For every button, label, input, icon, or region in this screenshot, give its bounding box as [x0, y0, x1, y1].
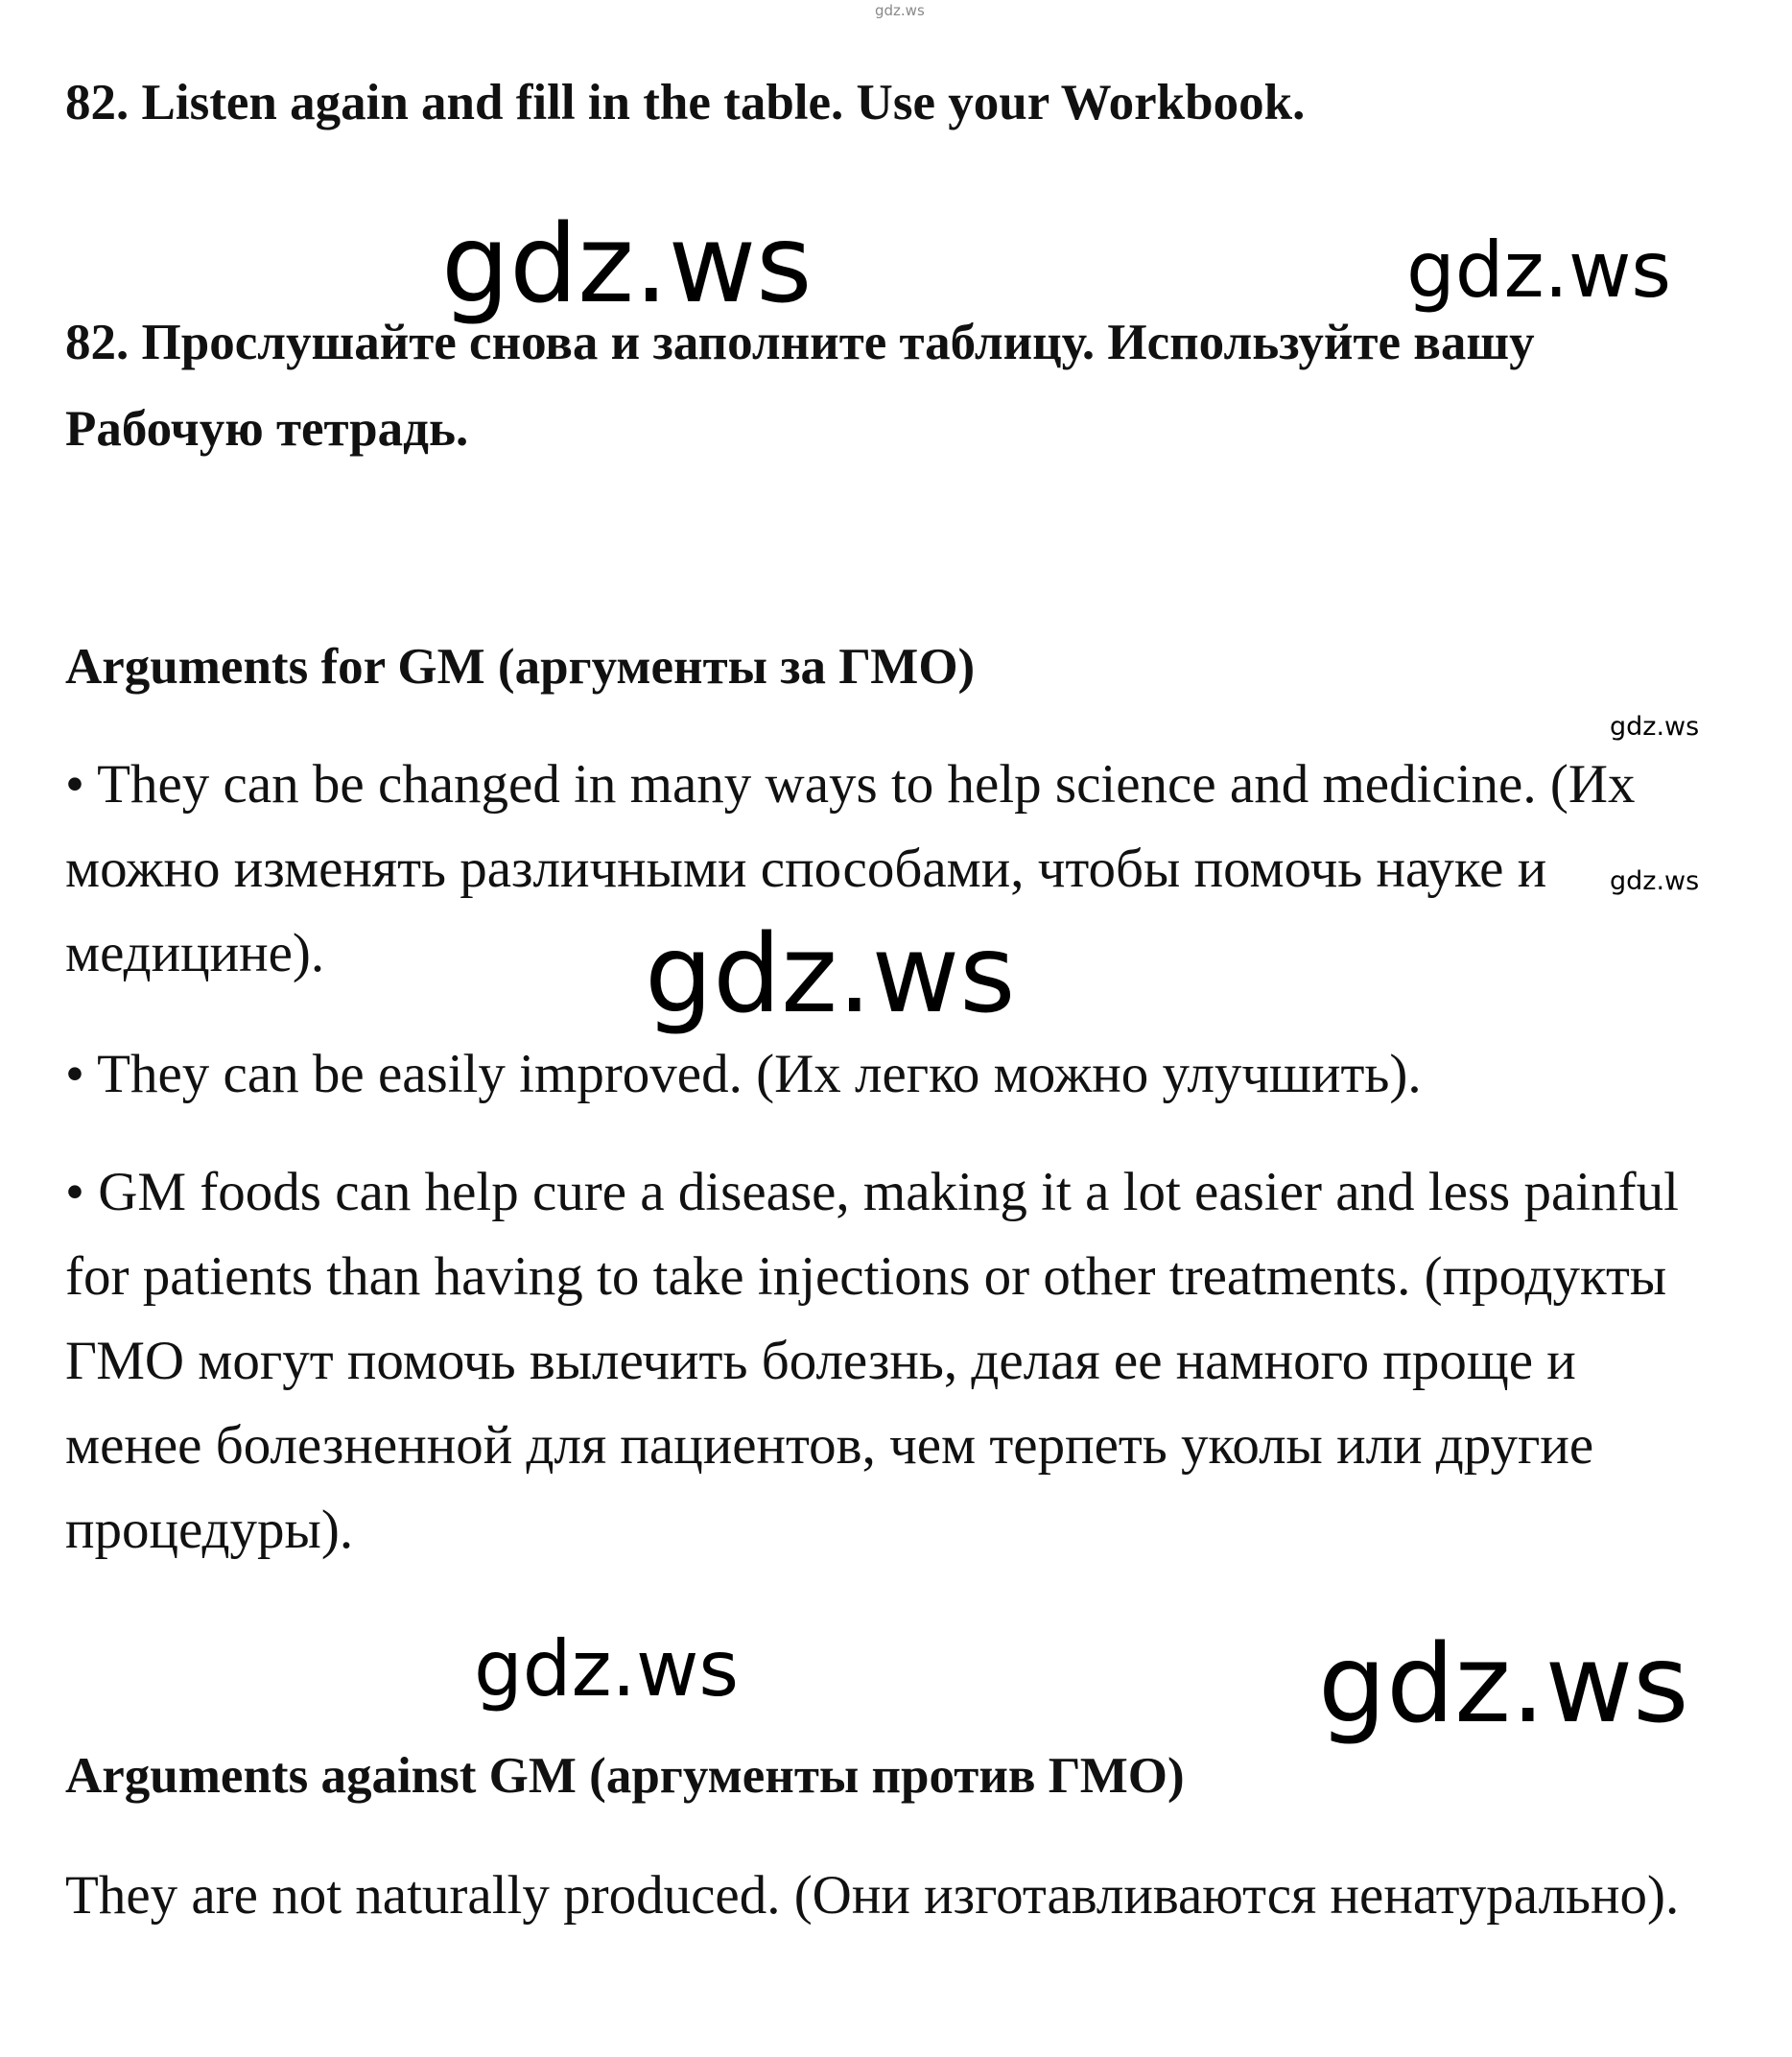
watermark-large: gdz.ws: [441, 202, 813, 327]
arguments-against-heading: Arguments against GM (аргументы против ГМО): [65, 1748, 1185, 1804]
watermark-small: gdz.ws: [1610, 866, 1700, 896]
argument-against-item: They are not naturally produced. (Они изготавливаются ненатурально).: [65, 1865, 1680, 1926]
watermark-top: gdz.ws: [875, 2, 925, 19]
watermark-large: gdz.ws: [645, 912, 1016, 1037]
task-title-english: 82. Listen again and fill in the table. Use your Workbook.: [65, 75, 1306, 130]
watermark-medium: gdz.ws: [474, 1624, 740, 1714]
watermark-medium: gdz.ws: [1406, 225, 1672, 315]
task-title-russian: 82. Прослушайте снова и заполните таблицу. Используйте вашу Рабочую тетрадь.: [65, 315, 1535, 457]
argument-for-item: • They can be easily improved. (Их легко можно улучшить).: [65, 1044, 1422, 1104]
watermark-small: gdz.ws: [1610, 712, 1700, 742]
arguments-for-heading: Arguments for GM (аргументы за ГМО): [65, 639, 976, 695]
argument-for-item: • GM foods can help cure a disease, making it a lot easier and less painful for patients than having to take injections or other treatments. (продукты ГМО могут помочь вылечить болезнь, делая ее намного проще и менее болезненной для пациентов, чем терпеть уколы или другие процедуры).: [65, 1162, 1679, 1560]
argument-for-item: • They can be changed in many ways to help science and medicine. (Их можно изменять различными способами, чтобы помочь науке и медицине).: [65, 754, 1636, 983]
watermark-large: gdz.ws: [1318, 1622, 1689, 1747]
